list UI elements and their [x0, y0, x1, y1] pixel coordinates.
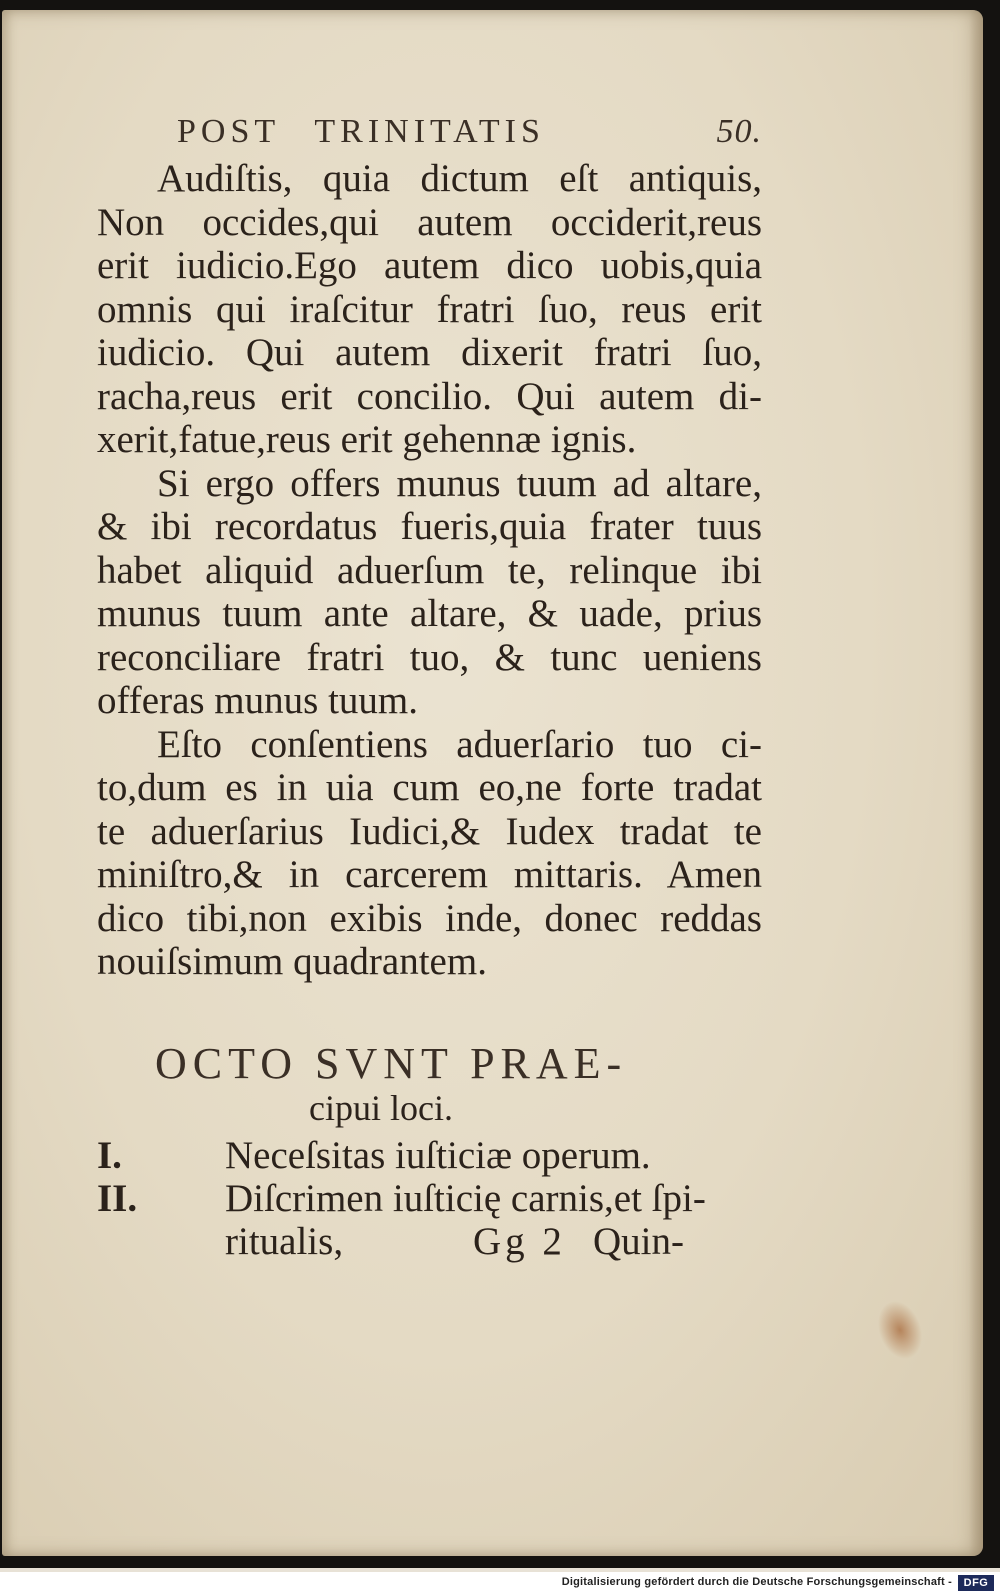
- list-item: [97, 1134, 762, 1177]
- list-item: [97, 1177, 762, 1220]
- loci-list: [97, 1134, 762, 1220]
- text-line: to,dum es in uia cum eo,ne forte tradat: [97, 766, 762, 809]
- text-line: munus tuum ante altare, & uade, prius: [97, 592, 762, 635]
- running-head: [97, 105, 762, 157]
- text-line: racha,reus erit concilio. Qui autem di-: [97, 374, 762, 418]
- text-line: Si ergo offers munus tuum ad altare,: [157, 461, 762, 505]
- text-line: & ibi recordatus fueris,quia frater tuus: [97, 505, 762, 548]
- text-line: erit iudicio.Ego autem dico uobis,quia: [97, 244, 762, 287]
- ink-stain: [870, 1295, 930, 1366]
- paragraph-1: [97, 157, 762, 462]
- text-line: Non occides,qui autem occiderit,reus: [97, 200, 762, 244]
- text-line: Eſto conſentiens aduerſario tuo ci-: [157, 722, 762, 766]
- section-subtitle: cipui loci.: [309, 1087, 453, 1128]
- signature-mark: Gg 2: [473, 1219, 566, 1263]
- text-line: miniſtro,& in carcerem mittaris. Amen: [97, 853, 762, 896]
- catchword: Quin-: [593, 1219, 684, 1263]
- text-line: reconciliare fratri tuo, & tunc ueniens: [97, 635, 762, 679]
- section-title: OCTO SVNT PRAE-: [155, 1038, 628, 1088]
- locus-number: I.: [97, 1133, 122, 1177]
- running-head-title: POST TRINITATIS: [177, 113, 545, 150]
- page-edge-shading: [969, 10, 983, 1556]
- continuation-line: [97, 1220, 762, 1263]
- text-line: xerit,fatue,reus erit gehennæ ignis.: [97, 418, 637, 461]
- text-line: te aduerſarius Iudici,& Iudex tradat te: [97, 809, 762, 853]
- paragraph-3: [97, 723, 762, 984]
- dfg-logo-icon: DFG: [958, 1575, 994, 1591]
- locus-number: II.: [97, 1176, 138, 1220]
- text-line: Audiſtis, quia dictum eſt antiquis,: [157, 157, 762, 200]
- locus-text: Neceſsitas iuſticiæ operum.: [225, 1133, 651, 1177]
- text-line: dico tibi,non exibis inde, donec reddas: [97, 896, 762, 940]
- text-line: iudicio. Qui autem dixerit fratri ſuo,: [97, 331, 762, 374]
- book-page: [2, 10, 983, 1556]
- text-block: [97, 105, 762, 1263]
- locus-text: Diſcrimen iuſticię carnis,et ſpi-: [225, 1176, 706, 1220]
- footer-credit: Digitalisierung gefördert durch die Deutsche Forschungsgemeinschaft -: [561, 1576, 952, 1588]
- text-line: habet aliquid aduerſum te, relinque ibi: [97, 548, 762, 592]
- paragraph-2: [97, 462, 762, 723]
- footer-bar: [0, 1572, 1000, 1596]
- continuation-text: ritualis,: [225, 1219, 344, 1263]
- text-line: nouiſsimum quadrantem.: [97, 940, 487, 983]
- text-line: offeras munus tuum.: [97, 679, 418, 722]
- text-line: omnis qui iraſcitur fratri ſuo, reus erit: [97, 287, 762, 331]
- page-number: 50.: [716, 113, 762, 150]
